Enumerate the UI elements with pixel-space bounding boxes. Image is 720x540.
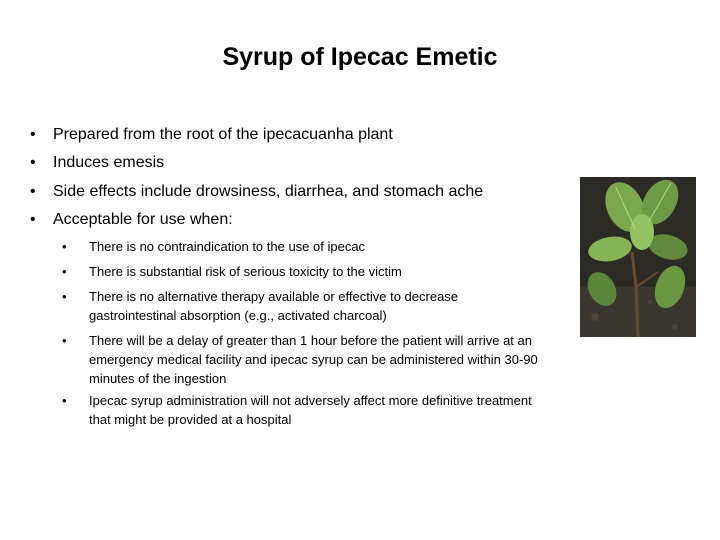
sub-bullet-marker: • [62, 289, 67, 304]
sub-bullet-text: There is no alternative therapy available or effective to decrease gastrointestinal absorption (e.g., activated charcoal) [89, 289, 459, 323]
bullet-marker: • [30, 211, 36, 228]
bullet-marker: • [30, 154, 36, 171]
sub-bullet-marker: • [62, 264, 67, 279]
plant-illustration [580, 177, 696, 337]
bullet-text: Prepared from the root of the ipecacuanha plant [53, 126, 393, 143]
sub-bullet-marker: • [62, 239, 67, 254]
bullet-marker: • [30, 126, 36, 143]
sub-bullet-marker: • [62, 333, 67, 348]
bullet-text: Induces emesis [53, 154, 165, 171]
slide-title: Syrup of Ipecac Emetic [222, 43, 498, 71]
bullet-marker: • [30, 183, 36, 200]
sub-bullet-text: There is substantial risk of serious toxicity to the victim [89, 264, 402, 279]
sub-bullet-text: Ipecac syrup administration will not adversely affect more definitive treatment that might be provided at a hospital [89, 393, 532, 427]
bullet-text: Side effects include drowsiness, diarrhea, and stomach ache [53, 183, 484, 200]
sub-bullet-text: There is no contraindication to the use of ipecac [89, 239, 366, 254]
sub-bullet-marker: • [62, 393, 67, 408]
bullet-text: Acceptable for use when: [53, 211, 233, 228]
ipecac-plant-photo [580, 177, 696, 337]
sub-bullet-text: There will be a delay of greater than 1 hour before the patient will arrive at an emergency medical facility and ipecac syrup can be administered within 30-90 minutes of the ingestion [89, 333, 538, 386]
